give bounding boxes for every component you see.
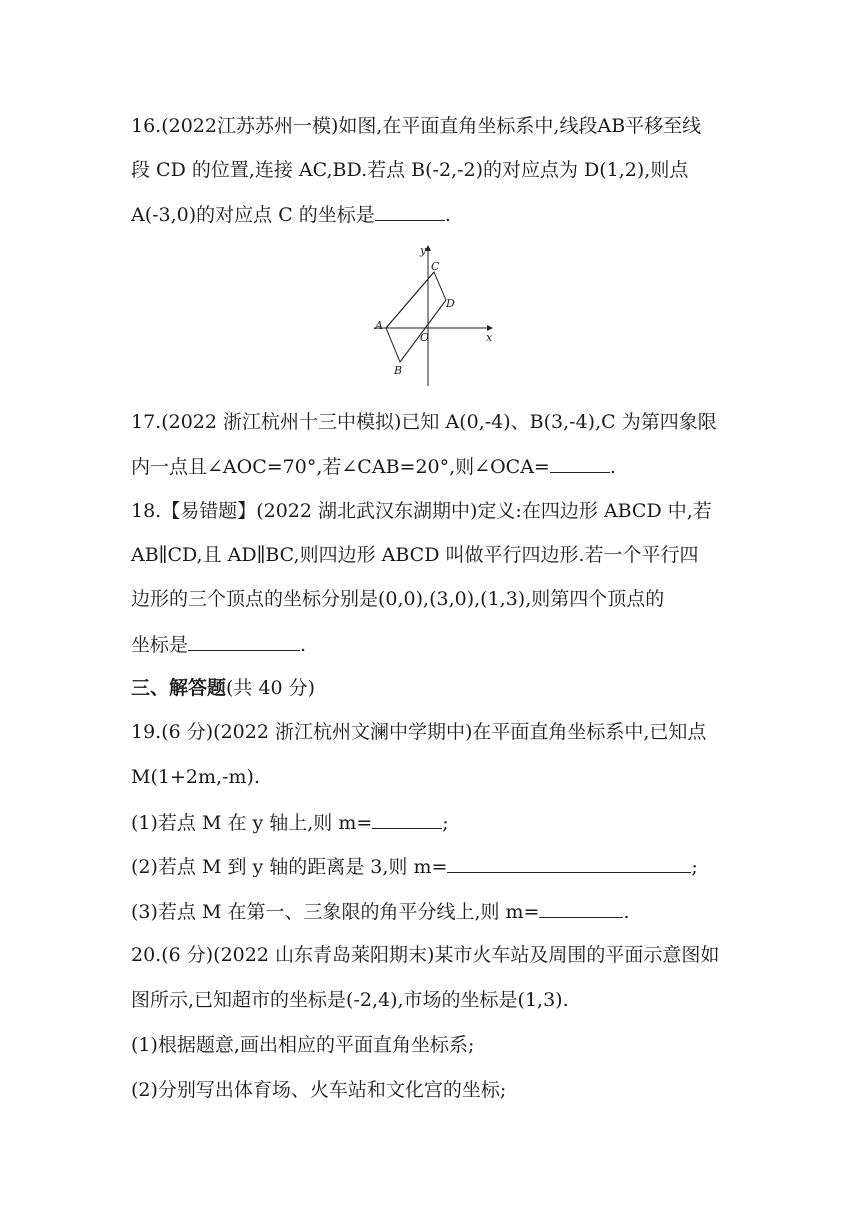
q17-answer-blank[interactable]: [550, 452, 610, 473]
q19-sub-3-blank[interactable]: [539, 897, 623, 918]
q19-sub-3: (3)若点 M 在第一、三象限的角平分线上,则 m= .: [131, 897, 731, 926]
q20-sub-1-text: (1)根据题意,画出相应的平面直角坐标系;: [131, 1034, 475, 1056]
q19-sub-2-blank[interactable]: [447, 852, 691, 873]
section-3-title: 三、解答题: [131, 677, 227, 699]
coordinate-figure: [366, 240, 506, 390]
q16-line-1: [131, 112, 731, 140]
q20-text-2: 图所示,已知超市的坐标是(-2,4),市场的坐标是(1,3).: [131, 989, 569, 1011]
q19-sub-1-text: (1)若点 M 在 y 轴上,则 m=: [131, 812, 373, 834]
point-b-label: B: [394, 364, 403, 377]
q18-answer-blank[interactable]: [188, 630, 300, 651]
q19-sub-2: (2)若点 M 到 y 轴的距离是 3,则 m= ;: [131, 852, 731, 881]
q17-text-1: 17.(2022 浙江杭州十三中模拟)已知 A(0,-4)、B(3,-4),C 为第四象限: [131, 411, 717, 433]
q19-sub-3-text: (3)若点 M 在第一、三象限的角平分线上,则 m=: [131, 901, 540, 923]
q20-text-1: 20.(6 分)(2022 山东青岛莱阳期末)某市火车站及周围的平面示意图如: [131, 944, 720, 966]
point-d-label: D: [446, 297, 455, 310]
q18-line-2: [131, 541, 731, 569]
q18-text-1: 18.【易错题】(2022 湖北武汉东湖期中)定义:在四边形 ABCD 中,若: [131, 500, 712, 522]
q20-line-1: [131, 941, 731, 969]
q19-sub-1-blank[interactable]: [372, 808, 442, 829]
q16-text-2: 段 CD 的位置,连接 AC,BD.若点 B(-2,-2)的对应点为 D(1,2),则点: [131, 159, 689, 181]
x-label: x: [486, 331, 493, 344]
q16-text-3: A(-3,0)的对应点 C 的坐标是: [131, 204, 375, 226]
q19-text-2: M(1+2m,-m).: [131, 766, 260, 788]
point-a-label: A: [375, 319, 383, 332]
q18-line-4: 坐标是 .: [131, 630, 731, 659]
q16-text-1: 16.(2022江苏苏州一模)如图,在平面直角坐标系中,线段AB平移至线: [131, 115, 702, 137]
q18-text-4: 坐标是: [131, 634, 189, 656]
q16-line-2: [131, 156, 731, 184]
q19-line-1: [131, 718, 731, 746]
q18-line-3: [131, 585, 731, 613]
q19-sub-2-text: (2)若点 M 到 y 轴的距离是 3,则 m=: [131, 856, 448, 878]
q20-sub-1: [131, 1031, 731, 1059]
q18-text-2: AB∥CD,且 AD∥BC,则四边形 ABCD 叫做平行四边形.若一个平行四: [131, 544, 699, 566]
q19-line-2: [131, 763, 731, 791]
q20-sub-2-text: (2)分别写出体育场、火车站和文化宫的坐标;: [131, 1079, 507, 1101]
section-3-score: (共 40 分): [226, 677, 316, 699]
q16-line-3: A(-3,0)的对应点 C 的坐标是 .: [131, 200, 731, 229]
section-3-heading: [131, 674, 731, 702]
q20-sub-2: [131, 1076, 731, 1104]
q18-text-3: 边形的三个顶点的坐标分别是(0,0),(3,0),(1,3),则第四个顶点的: [131, 588, 665, 610]
q18-line-1: [131, 497, 731, 525]
q17-text-2: 内一点且∠AOC=70°,若∠CAB=20°,则∠OCA=: [131, 456, 550, 478]
q20-line-2: [131, 986, 731, 1014]
y-label: y: [420, 244, 427, 257]
q17-line-1: [131, 408, 731, 436]
origin-label: O: [420, 331, 430, 344]
segment-ac: [386, 272, 434, 328]
q19-text-1: 19.(6 分)(2022 浙江杭州文澜中学期中)在平面直角坐标系中,已知点: [131, 721, 707, 743]
q17-line-2: 内一点且∠AOC=70°,若∠CAB=20°,则∠OCA= .: [131, 452, 731, 481]
q16-answer-blank[interactable]: [375, 200, 445, 221]
point-c-label: C: [431, 260, 440, 273]
q19-sub-1: (1)若点 M 在 y 轴上,则 m= ;: [131, 808, 731, 837]
